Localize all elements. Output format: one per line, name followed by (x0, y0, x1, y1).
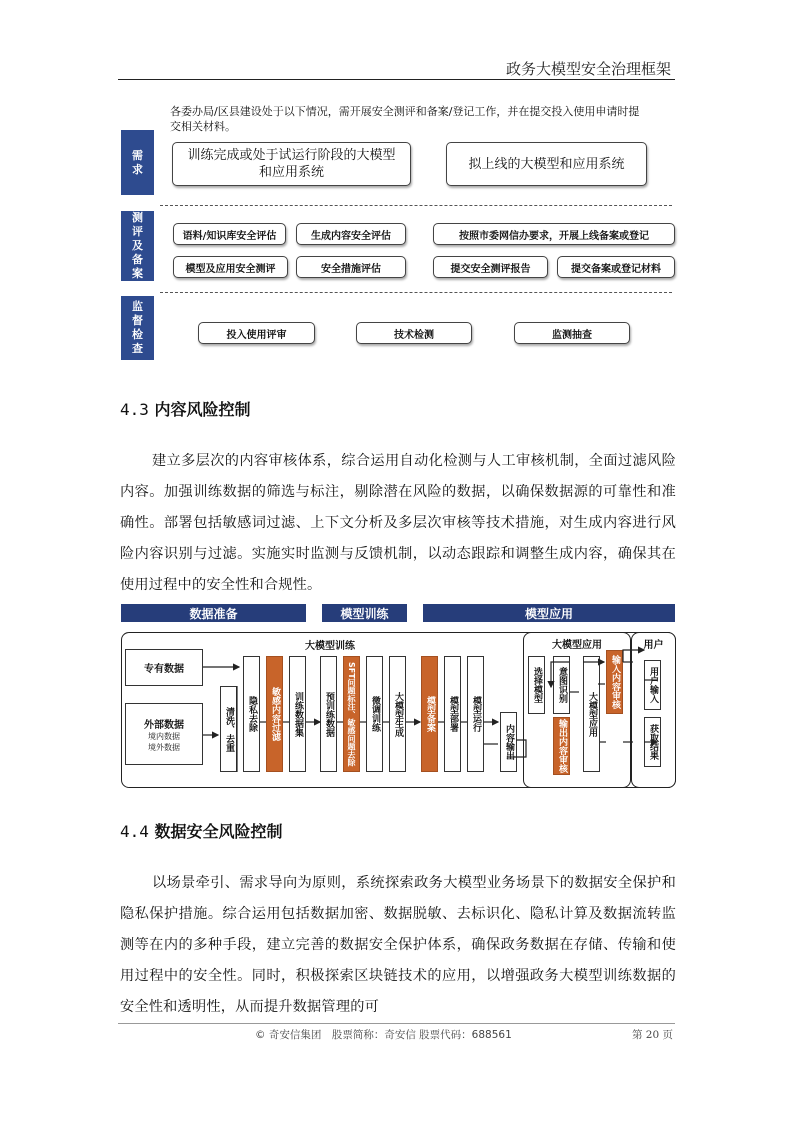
step-get-result: 获取结果 (644, 717, 661, 767)
lane-supervise: 监督检查 (121, 296, 154, 360)
user-frame-title: 用户 (643, 640, 664, 651)
eval-item-1: 语料/知识库安全评估 (173, 223, 286, 245)
banner-model-train: 模型训练 (322, 604, 407, 622)
section-4-4-heading: 4.4 数据安全风险控制 (120, 822, 283, 841)
step-output-review: 输出内容审核 (553, 717, 570, 775)
step-model-run: 模型运行 (467, 656, 484, 772)
banner-model-app: 模型应用 (423, 604, 675, 622)
step-content-output: 内容输出 (500, 712, 517, 772)
banner-data-prep: 数据准备 (121, 604, 306, 622)
step-sft: SFT问题标注、敏感问题去除 (343, 656, 360, 772)
lane-eval: 测评及备案 (121, 211, 154, 281)
figure2-arrows (121, 632, 676, 788)
step-intent: 意图识别 (553, 656, 570, 714)
private-data-box: 专有数据 (125, 649, 203, 686)
footer-page-number: 第 20 页 (631, 1029, 673, 1041)
step-model-deploy: 模型部署 (444, 656, 461, 772)
supervise-item-2: 技术检测 (356, 322, 472, 344)
step-input-review: 输入内容审核 (606, 650, 623, 714)
header-rule (118, 79, 675, 80)
section-4-3-heading: 4.3 内容风险控制 (120, 400, 251, 419)
divider-1 (160, 205, 672, 206)
train-frame-title: 大模型训练 (305, 641, 355, 652)
footer-text: © 奇安信集团 股票简称：奇安信 股票代码：688561 (255, 1029, 512, 1041)
header-title: 政务大模型安全治理框架 (505, 60, 671, 78)
eval-item-2: 生成内容安全评估 (296, 223, 406, 245)
step-pretrain: 预训练数据 (320, 656, 337, 772)
step-model-app: 大模型应用 (583, 656, 600, 772)
supervise-item-1: 投入使用评审 (198, 322, 315, 344)
eval-item-4: 模型及应用安全测评 (173, 256, 288, 278)
eval-item-7: 提交备案或登记材料 (557, 256, 675, 278)
section-4-4-paragraph: 以场景牵引、需求导向为原则，系统探索政务大模型业务场景下的数据安全保护和隐私保护措施。综合运用包括数据加密、数据脱敏、去标识化、隐私计算及数据流转监测等在内的多种手段，建立完善的数据安全保护体系，确保政务数据在存储、传输和使用过程中的安全性。同时，积极探索区块链技术的应用，以增强政务大模型训练数据的安全性和透明性，从而提升数据管理的可 (120, 875, 676, 1015)
need-right-box: 拟上线的大模型和应用系统 (446, 142, 647, 186)
step-train-dataset: 训练数据集 (289, 656, 306, 772)
figure1-intro: 各委办局/区县建设处于以下情况，需开展安全测评和备案/登记工作，并在提交投入使用申请时提交相关材料。 (170, 105, 640, 133)
footer-rule (118, 1023, 675, 1024)
app-frame-title: 大模型应用 (552, 640, 602, 651)
step-sensitive-filter: 敏感内容过滤 (266, 656, 283, 772)
external-data-box: 外部数据 境内数据 境外数据 (125, 703, 203, 765)
step-select-model: 选择模型 (528, 656, 545, 714)
step-model-filing: 模型备案 (421, 656, 438, 772)
lane-need: 需求 (121, 130, 154, 195)
step-privacy: 隐私去除 (243, 656, 260, 772)
eval-item-5: 安全措施评估 (296, 256, 406, 278)
supervise-item-3: 监测抽查 (514, 322, 630, 344)
step-user-input: 用户输入 (644, 660, 661, 710)
need-left-box: 训练完成或处于试运行阶段的大模型和应用系统 (172, 142, 411, 186)
step-model-gen: 大模型生成 (389, 656, 406, 772)
step-finetune: 微调训练 (366, 656, 383, 772)
section-4-3-paragraph: 建立多层次的内容审核体系，综合运用自动化检测与人工审核机制，全面过滤风险内容。加强训练数据的筛选与标注，剔除潜在风险的数据，以确保数据源的可靠性和准确性。部署包括敏感词过滤、上下文分析及多层次审核等技术措施，对生成内容进行风险内容识别与过滤。实施实时监测与反馈机制，以动态跟踪和调整生成内容，确保其在使用过程中的安全性和合规性。 (120, 453, 676, 593)
eval-item-6: 提交安全测评报告 (433, 256, 548, 278)
divider-2 (160, 292, 672, 293)
eval-item-3: 按照市委网信办要求，开展上线备案或登记 (433, 223, 675, 245)
step-clean: 清洗、去重 (220, 686, 237, 772)
